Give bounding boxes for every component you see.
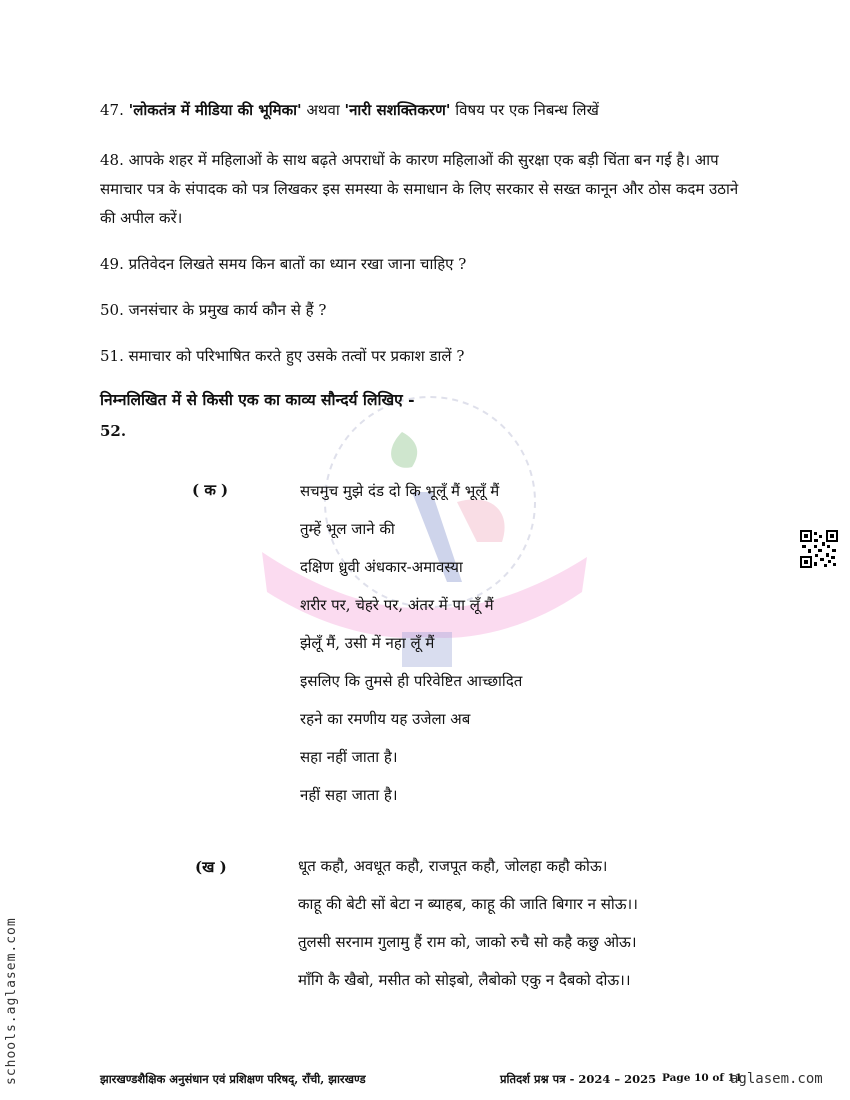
poem-option-a	[300, 481, 522, 823]
question-49	[100, 250, 466, 278]
question-50	[100, 296, 326, 324]
qr-code-icon[interactable]	[800, 530, 838, 568]
essay-topic-1: 'लोकतंत्र में मीडिया की भूमिका'	[128, 101, 302, 119]
question-text: विषय पर एक निबन्ध लिखें	[455, 101, 599, 119]
question-text: जनसंचार के प्रमुख कार्य कौन से हैं ?	[128, 301, 327, 319]
question-48: 48. आपके शहर में महिलाओं के साथ बढ़ते अपराधों के कारण महिलाओं की सुरक्षा एक बड़ी चिंता बन गई है। आप समाचार पत्र के संपादक को पत्र लिखकर इस समस्या के समाधान के लिए सरकार से सख्त कानून और ठोस कदम उठाने की अपील करें।	[100, 151, 739, 227]
poem-line: धूत कहौ, अवधूत कहौ, राजपूत कहौ, जोलहा कहौ कोऊ।	[298, 857, 608, 875]
watermark-text: नेतृत्व	[482, 638, 510, 654]
poem-line: रहने का रमणीय यह उजेला अब	[300, 710, 471, 728]
poem-line: काहू की बेटी सों बेटा न ब्याहब, काहू की जाति बिगार न सोऊ।।	[298, 895, 638, 913]
side-watermark-url: schools.aglasem.com	[4, 917, 19, 1085]
poem-line: सचमुच मुझे दंड दो कि भूलूँ मैं भूलूँ मैं	[300, 482, 500, 500]
poem-line: तुलसी सरनाम गुलामु हैं राम को, जाको रुचै सो कहै कछु ओऊ।	[298, 933, 637, 951]
poem-option-b	[298, 856, 638, 1008]
poem-line: माँगि कै खैबो, मसीत को सोइबो, लैबोको एकु न दैबको दोऊ।।	[298, 971, 631, 989]
question-number: 47.	[100, 101, 124, 119]
question-number: 51.	[100, 347, 124, 365]
question-52-number: 52.	[100, 422, 127, 440]
question-text: प्रतिवेदन लिखते समय किन बातों का ध्यान रखा जाना चाहिए ?	[128, 255, 467, 273]
essay-topic-2: 'नारी सशक्तिकरण'	[344, 101, 451, 119]
connector-text: अथवा	[306, 101, 340, 119]
footer-site-link[interactable]: aglasem.com	[730, 1071, 823, 1087]
question-number: 50.	[100, 301, 124, 319]
poem-line: झेलूँ मैं, उसी में नहा लूँ मैं	[300, 634, 435, 652]
section-heading: निम्नलिखित में से किसी एक का काव्य सौन्दर्य लिखिए -	[100, 390, 415, 409]
poem-line: दक्षिण ध्रुवी अंधकार-अमावस्या	[300, 558, 463, 576]
option-b-label: (ख )	[195, 858, 227, 876]
footer-organization: झारखण्डशैक्षिक अनुसंधान एवं प्रशिक्षण परिषद्, राँची, झारखण्ड	[100, 1072, 366, 1086]
footer-paper-title: प्रतिदर्श प्रश्न पत्र - 2024 – 2025	[500, 1072, 657, 1086]
poem-line: तुम्हें भूल जाने की	[300, 520, 395, 538]
question-text: समाचार को परिभाषित करते हुए उसके तत्वों पर प्रकाश डालें ?	[128, 347, 465, 365]
poem-line: नहीं सहा जाता है।	[300, 786, 398, 804]
option-a-label: ( क )	[192, 481, 229, 499]
poem-line: इसलिए कि तुमसे ही परिवेष्टित आच्छादित	[300, 672, 523, 690]
poem-line: शरीर पर, चेहरे पर, अंतर में पा लूँ मैं	[300, 596, 494, 614]
poem-line: सहा नहीं जाता है।	[300, 748, 398, 766]
footer-page-number: Page 10 of 11	[662, 1072, 743, 1084]
question-number: 49.	[100, 255, 124, 273]
question-47	[100, 96, 599, 124]
question-51	[100, 342, 464, 370]
